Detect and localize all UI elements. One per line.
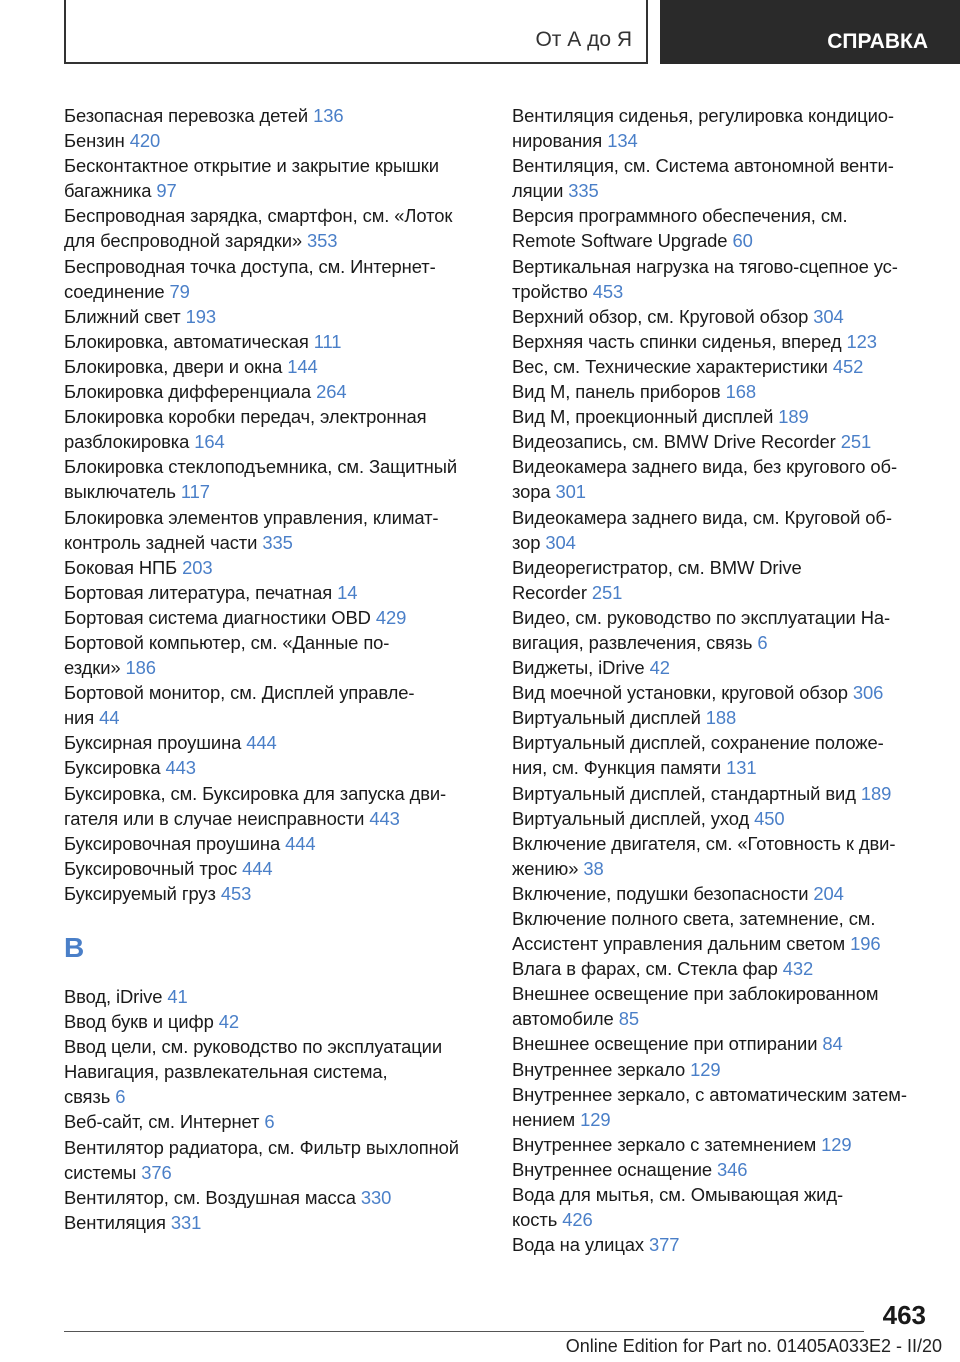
index-entry-line: контроль задней части [64,531,258,553]
index-entry-text [64,329,484,354]
index-entry [64,1185,484,1210]
index-entry-text: Внешнее освещение при заблокированном [512,983,879,1005]
index-entry-text: Внутреннее зеркало, с автоматическим затем- [512,1083,907,1105]
index-entry-text [512,881,932,906]
index-entry [64,555,484,580]
index-entry-line: Блокировка, двери и окна [64,355,283,377]
index-entry [64,329,484,354]
index-entry-line: Виртуальный дисплей, уход [512,807,750,829]
index-entry [512,1157,932,1182]
index-page-link[interactable]: 304 [813,305,844,327]
index-entry-text [512,304,932,329]
index-entry [64,1135,484,1185]
index-entry [64,505,484,555]
index-page-link[interactable]: 193 [185,305,216,327]
index-page-link[interactable]: 134 [607,130,638,152]
index-entry-text [512,1157,932,1182]
index-entry-line: Вид M, панель приборов [512,381,721,403]
index-entry [64,881,484,906]
index-entry-line: Ассистент управления дальним светом [512,933,846,955]
index-list-v [64,984,484,1235]
index-entry-text [512,931,932,956]
index-entry [64,730,484,755]
index-entry [64,755,484,780]
index-page-link[interactable]: 453 [592,280,624,302]
index-entry [64,1210,484,1235]
index-page-link[interactable]: 335 [262,531,293,553]
index-page-link[interactable]: 450 [754,807,785,829]
index-entry-text [64,705,484,730]
index-entry-line: Бортовая система диагностики OBD [64,606,371,628]
index-page-link[interactable]: 353 [307,230,338,252]
index-page-link[interactable]: 6 [264,1111,275,1133]
index-entry [64,454,484,504]
index-page-link[interactable]: 377 [649,1234,680,1256]
index-entry [64,254,484,304]
index-entry-line: Безопасная перевозка детей [64,105,309,126]
index-page-link[interactable]: 443 [369,807,400,829]
index-page-link[interactable]: 60 [732,230,753,252]
section-letter: В [64,932,85,963]
index-entry-text: Видеорегистратор, см. BMW Drive [512,556,802,578]
index-entry-line: связь [64,1086,111,1108]
index-entry [64,103,484,128]
index-entry-text [512,404,932,429]
index-entry-text: Видео, см. руководство по эксплуатации На- [512,606,891,628]
index-page-link[interactable]: 6 [757,631,768,653]
index-entry-text: Вентиляция, см. Система автономной венти- [512,155,894,177]
index-entry [64,1109,484,1134]
index-page-link[interactable]: 444 [285,832,316,854]
index-entry [64,605,484,630]
index-entry-text: Бесконтактное открытие и закрытие крышки [64,155,439,177]
index-page-link[interactable]: 444 [242,857,273,879]
index-entry-line: вигация, развлечения, связь [512,631,753,653]
header-tab-a-z-label: От А до Я [535,28,632,51]
index-entry [64,984,484,1009]
index-entry-line: Буксировочный трос [64,857,238,879]
index-entry [64,379,484,404]
index-page-link[interactable]: 264 [316,381,347,403]
index-entry-text [512,680,932,705]
index-page-link[interactable]: 186 [125,657,156,679]
index-page-link[interactable]: 251 [840,431,872,453]
index-entry-line: Внутреннее зеркало [512,1058,686,1080]
index-entry-text [64,178,484,203]
index-page-link[interactable]: 38 [583,857,604,879]
index-page-link[interactable]: 335 [568,180,599,202]
index-entry-line: ляции [512,180,564,202]
index-entry-text [64,1185,484,1210]
index-entry-text: Вентилятор радиатора, см. Фильтр выхлопной [64,1136,459,1158]
index-entry-line: Вентилятор, см. Воздушная масса [64,1186,356,1208]
index-entry-line: кость [512,1209,558,1231]
index-entry [512,655,932,680]
index-entry-line: Буксировка [64,757,161,779]
index-page-link[interactable]: 304 [545,531,576,553]
index-entry-text [512,1132,932,1157]
index-entry-text: Блокировка элементов управления, климат- [64,506,439,528]
index-page-link[interactable]: 129 [821,1133,852,1155]
index-entry-text [512,479,932,504]
index-entry-line: ния [64,707,95,729]
index-entry [64,1034,484,1109]
index-page-link[interactable]: 188 [705,707,737,729]
index-entry-line: Верхний обзор, см. Круговой обзор [512,305,809,327]
index-page-link[interactable]: 426 [562,1209,593,1231]
index-entry-line: для беспроводной зарядки» [64,230,302,252]
index-page-link[interactable]: 41 [167,986,188,1007]
index-entry-line: Блокировка, автоматическая [64,330,309,352]
index-entry-text [64,1009,484,1034]
index-entry-line: Внешнее освещение при отпирании [512,1033,818,1055]
index-entry [512,956,932,981]
index-entry-text: Блокировка коробки передач, электронная [64,406,427,428]
index-entry-line: жению» [512,857,579,879]
index-entry-text [512,1006,932,1031]
index-entry-text [512,530,932,555]
index-entry [512,329,932,354]
index-column-left [64,103,484,1235]
index-entry-text [64,881,484,906]
index-entry [512,304,932,329]
index-entry-text [64,831,484,856]
index-page-link[interactable]: 452 [832,355,864,377]
index-entry-text [64,1084,484,1109]
index-entry-line: Вода на улицах [512,1234,645,1256]
index-page-link[interactable]: 432 [782,958,814,980]
index-page-link[interactable]: 453 [220,882,252,904]
index-entry-text: Вода для мытья, см. Омывающая жид- [512,1184,843,1206]
index-page-link[interactable]: 330 [360,1186,392,1208]
index-entry-text [512,856,932,881]
index-entry-text: Включение полного света, затемнение, см. [512,908,876,929]
index-page-link[interactable]: 123 [846,330,877,352]
index-entry-text: Беспроводная точка доступа, см. Интернет- [64,255,436,277]
index-entry-line: выключатель [64,481,176,503]
index-entry-line: Ближний свет [64,305,181,327]
index-entry-text: Включение двигателя, см. «Готовность к дви- [512,832,896,854]
index-entry [512,429,932,454]
index-entry [64,831,484,856]
index-page-link[interactable]: 85 [618,1008,639,1030]
index-page-link[interactable]: 203 [182,556,213,578]
index-entry [512,605,932,655]
index-entry-line: Включение, подушки безопасности [512,882,809,904]
index-entry [512,454,932,504]
index-page-link[interactable]: 306 [852,682,884,704]
index-entry-text: Версия программного обеспечения, см. [512,205,848,227]
index-entry-line: Ввод букв и цифр [64,1011,214,1033]
index-entry-text [64,806,484,831]
index-entry [64,153,484,203]
index-entry [512,1132,932,1157]
index-page-link[interactable]: 136 [313,105,344,126]
index-entry-text [512,755,932,780]
index-page-link[interactable]: 301 [555,481,586,503]
index-entry [512,354,932,379]
index-entry-text [64,1109,484,1134]
index-entry-line: Бортовая литература, печатная [64,581,333,603]
index-entry-text [64,580,484,605]
index-page-link[interactable]: 204 [813,882,844,904]
index-column-right [512,103,932,1257]
index-entry [512,680,932,705]
index-entry [512,831,932,881]
index-entry-line: Вид моечной установки, круговой обзор [512,682,848,704]
index-entry-text [512,379,932,404]
index-entry-line: автомобиле [512,1008,614,1030]
header-tab-reference-label: СПРАВКА [827,30,928,53]
index-page-link[interactable]: 376 [141,1161,172,1183]
index-entry-text [64,1160,484,1185]
index-page-link[interactable]: 131 [726,757,757,779]
index-entry-text [512,705,932,730]
index-entry [512,254,932,304]
index-entry-line: Виджеты, iDrive [512,657,645,679]
index-entry [64,781,484,831]
index-entry-line: Виртуальный дисплей, стандартный вид [512,782,856,804]
index-page-link[interactable]: 117 [180,481,210,503]
footer-divider [64,1331,864,1332]
index-entry-text: Бортовой монитор, см. Дисплей управле- [64,682,415,704]
index-page-link[interactable]: 111 [313,330,342,352]
index-page-link[interactable]: 42 [649,657,670,679]
header-tab-reference [660,0,960,64]
index-entry-text [512,1232,932,1257]
index-entry-line: Бензин [64,130,125,152]
index-entry-line: нением [512,1108,576,1130]
index-page-link[interactable]: 189 [778,406,809,428]
index-entry-text [512,1207,932,1232]
index-entry [512,203,932,253]
index-entry-text: Видеокамера заднего вида, без кругового об- [512,456,897,478]
index-entry [512,1057,932,1082]
index-entry-text [64,354,484,379]
index-entry-text [512,781,932,806]
index-entry [64,128,484,153]
index-page-link[interactable]: 42 [218,1011,239,1033]
page-number: 463 [882,1300,926,1330]
index-page-link[interactable]: 251 [591,581,623,603]
index-entry-line: Внутреннее оснащение [512,1158,712,1180]
index-page-link[interactable]: 196 [850,933,881,955]
index-entry-line: ездки» [64,657,121,679]
index-entry [64,856,484,881]
index-entry [64,354,484,379]
index-entry [64,404,484,454]
index-page-link[interactable]: 429 [375,606,407,628]
index-entry-text: Беспроводная зарядка, смартфон, см. «Лоток [64,205,453,227]
index-entry-text: Блокировка стеклоподъемника, см. Защитный [64,456,457,478]
index-entry-text [64,530,484,555]
index-entry-text [64,1210,484,1235]
index-page-link[interactable]: 331 [170,1211,202,1233]
index-entry [512,404,932,429]
index-entry-text [64,856,484,881]
index-entry-text [64,479,484,504]
index-entry [512,153,932,203]
index-entry [64,580,484,605]
index-entry-line: Буксируемый груз [64,882,216,904]
header-tab-a-z [64,0,648,64]
index-entry-text: Вентиляция сиденья, регулировка кондицио- [512,105,894,126]
index-page-link[interactable]: 443 [165,757,196,779]
index-entry-line: Внутреннее зеркало с затемнением [512,1133,817,1155]
index-entry-text: Вертикальная нагрузка на тягово-сцепное ус- [512,255,898,277]
index-entry-text: Навигация, развлекательная система, [64,1061,388,1083]
index-entry-text [512,228,932,253]
index-entry [64,680,484,730]
index-entry-line: Вид M, проекционный дисплей [512,406,774,428]
index-entry-text [512,354,932,379]
index-entry-line: Recorder [512,581,587,603]
index-entry-text [512,956,932,981]
index-entry [512,881,932,906]
index-entry-text [64,279,484,304]
index-entry-line: Верхняя часть спинки сиденья, вперед [512,330,842,352]
index-entry-text [512,580,932,605]
index-entry-text [512,1057,932,1082]
index-entry-text [64,379,484,404]
index-entry-line: багажника [64,180,152,202]
index-entry-text [512,655,932,680]
index-entry [512,1232,932,1257]
index-entry-line: нирования [512,130,603,152]
index-entry-line: Видеозапись, см. BMW Drive Recorder [512,431,836,453]
index-list-b [64,103,484,906]
index-entry-text: Видеокамера заднего вида, см. Круговой об- [512,506,892,528]
index-entry [512,730,932,780]
index-entry-line: Влага в фарах, см. Стекла фар [512,958,778,980]
index-page-link[interactable]: 44 [99,707,120,729]
index-page-link[interactable]: 97 [156,180,177,202]
index-entry-line: Буксирная проушина [64,732,242,754]
index-entry-line: Боковая НПБ [64,556,178,578]
index-entry [64,203,484,253]
index-page-link[interactable]: 420 [129,130,161,152]
index-entry-line: Ввод, iDrive [64,986,163,1007]
index-entry-text [64,103,484,128]
index-page-link[interactable]: 14 [337,581,358,603]
index-entry-text: Виртуальный дисплей, сохранение положе- [512,732,884,754]
index-entry-line: тройство [512,280,588,302]
index-entry-text [64,655,484,680]
index-page-link[interactable]: 129 [580,1108,611,1130]
index-entry [512,981,932,1031]
index-page-link[interactable]: 444 [246,732,277,754]
index-entry-line: зор [512,531,541,553]
index-entry-text [64,228,484,253]
index-entry-line: соединение [64,280,165,302]
index-entry-text [512,329,932,354]
index-entry [512,1031,932,1056]
index-page-link[interactable]: 84 [822,1033,843,1055]
index-page-link[interactable]: 189 [860,782,892,804]
index-entry-text [512,1031,932,1056]
footer-edition: Online Edition for Part no. 01405A033E2 - II/20 [565,1336,942,1356]
index-entry-text [64,128,484,153]
index-entry-line: Вес, см. Технические характеристики [512,355,828,377]
index-entry [64,630,484,680]
index-entry-text [512,429,932,454]
index-entry-text [64,755,484,780]
index-entry [64,304,484,329]
index-entry [512,555,932,605]
index-entry-line: разблокировка [64,431,190,453]
index-entry [512,103,932,153]
index-entry-line: ния, см. Функция памяти [512,757,722,779]
index-entry-text: Буксировка, см. Буксировка для запуска дви- [64,782,447,804]
index-entry-text [512,279,932,304]
index-entry-text [64,605,484,630]
index-entry-line: Буксировочная проушина [64,832,281,854]
index-entry-line: зора [512,481,551,503]
index-entry [64,1009,484,1034]
index-entry-line: Веб-сайт, см. Интернет [64,1111,260,1133]
index-page-link[interactable]: 346 [717,1158,748,1180]
index-entry-text [64,555,484,580]
index-entry-text [512,630,932,655]
index-entry-text: Бортовой компьютер, см. «Данные по- [64,631,390,653]
index-entry [512,1182,932,1232]
index-entry [512,906,932,956]
index-list-v-continued [512,103,932,1257]
index-entry [512,705,932,730]
index-page-link[interactable]: 6 [115,1086,126,1108]
index-entry-text [64,304,484,329]
index-entry-line: Вентиляция [64,1211,166,1233]
index-page-link[interactable]: 144 [287,355,318,377]
index-entry [512,781,932,806]
index-page-link[interactable]: 129 [690,1058,721,1080]
index-entry [512,379,932,404]
index-entry-line: гателя или в случае неисправности [64,807,365,829]
index-entry-text [64,429,484,454]
index-page-link[interactable]: 164 [194,431,225,453]
index-entry-text [512,128,932,153]
index-entry-line: Виртуальный дисплей [512,707,701,729]
index-entry [512,806,932,831]
index-page-link[interactable]: 79 [169,280,190,302]
index-page-link[interactable]: 168 [725,381,756,403]
index-entry-text [512,1107,932,1132]
index-entry-text [64,730,484,755]
index-entry-text [512,806,932,831]
index-entry-text [64,984,484,1009]
index-entry [512,1082,932,1132]
index-entry [512,505,932,555]
index-entry-line: Remote Software Upgrade [512,230,728,252]
index-entry-line: Блокировка дифференциала [64,381,312,403]
index-entry-text: Ввод цели, см. руководство по эксплуатации [64,1036,443,1058]
index-entry-text [512,178,932,203]
index-entry-line: системы [64,1161,137,1183]
